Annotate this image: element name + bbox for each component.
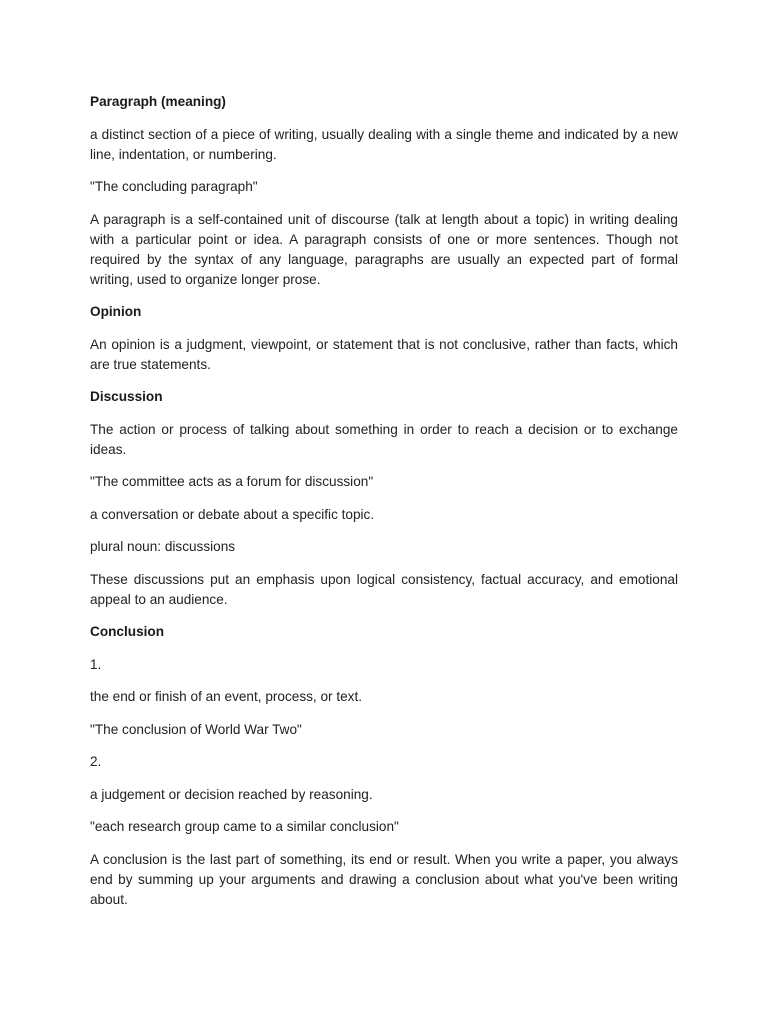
discussion-plural-noun: plural noun: discussions bbox=[90, 539, 236, 554]
conclusion-example-quote-1: "The conclusion of World War Two" bbox=[90, 721, 302, 737]
section-heading-discussion: Discussion bbox=[90, 389, 163, 404]
section-heading-paragraph: Paragraph (meaning) bbox=[90, 94, 226, 109]
section-heading-conclusion: Conclusion bbox=[90, 624, 165, 639]
opinion-definition: An opinion is a judgment, viewpoint, or statement that is not conclusive, rather than facts, which are true statements. bbox=[90, 336, 678, 372]
conclusion-explanation: A conclusion is the last part of something, its end or result. When you write a paper, you always end by summing up your arguments and drawing a conclusion about what you've been writing about. bbox=[90, 851, 678, 907]
conclusion-number-1: 1. bbox=[90, 656, 102, 672]
paragraph-explanation: A paragraph is a self-contained unit of discourse (talk at length about a topic) in writing dealing with a particular point or idea. A paragraph consists of one or more sentences. Though not required by the syntax of any language, paragraphs are usually an expected part of formal writing, used to organize longer prose. bbox=[90, 211, 678, 287]
conclusion-definition-1: the end or finish of an event, process, or text. bbox=[90, 689, 363, 704]
document-page bbox=[90, 92, 678, 922]
section-heading-opinion: Opinion bbox=[90, 304, 142, 319]
paragraph-example-quote: "The concluding paragraph" bbox=[90, 179, 258, 194]
discussion-explanation: These discussions put an emphasis upon logical consistency, factual accuracy, and emotional appeal to an audience. bbox=[90, 571, 678, 607]
paragraph-definition: a distinct section of a piece of writing, usually dealing with a single theme and indicated by a new line, indentation, or numbering. bbox=[90, 126, 678, 162]
conclusion-number-2: 2. bbox=[90, 754, 102, 769]
discussion-definition-alt: a conversation or debate about a specific topic. bbox=[90, 506, 375, 522]
conclusion-example-quote-2: "each research group came to a similar conclusion" bbox=[90, 819, 399, 834]
conclusion-definition-2: a judgement or decision reached by reasoning. bbox=[90, 786, 373, 802]
discussion-example-quote: "The committee acts as a forum for discussion" bbox=[90, 474, 374, 489]
discussion-definition: The action or process of talking about something in order to reach a decision or to exchange ideas. bbox=[90, 421, 678, 457]
